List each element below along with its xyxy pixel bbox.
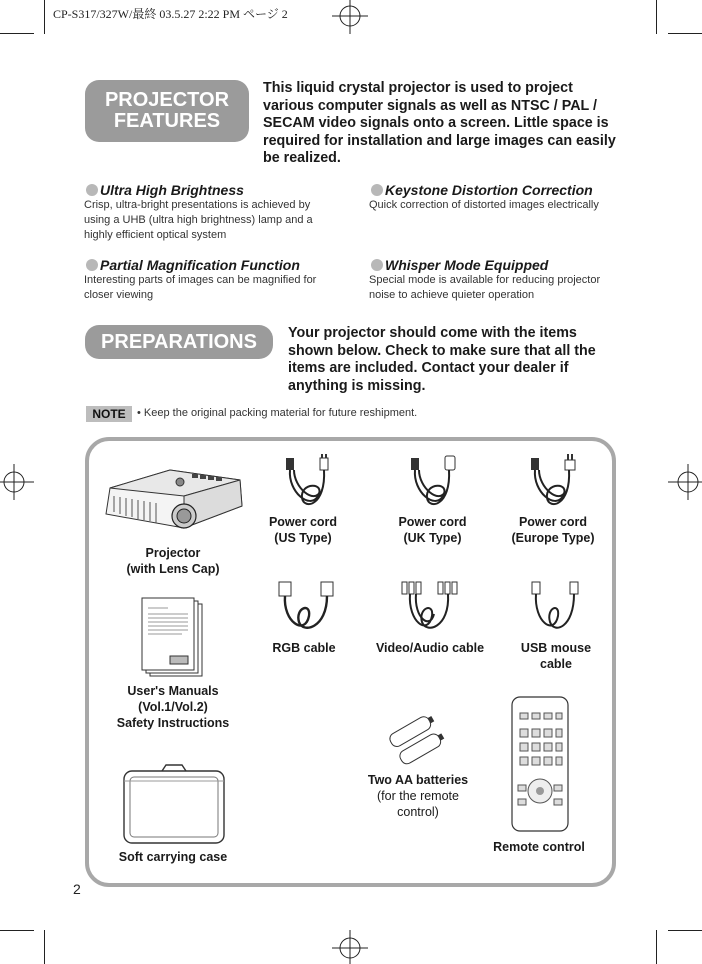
bullet-icon — [371, 259, 383, 271]
power-cord-us-icon — [280, 452, 340, 512]
label-line: Video/Audio cable — [375, 641, 485, 655]
label-power-cord-europe — [503, 514, 603, 546]
power-cord-uk-icon — [405, 452, 465, 512]
label-carrying-case — [103, 849, 243, 865]
label-line: (with Lens Cap) — [126, 562, 220, 576]
feature-title: Keystone Distortion Correction — [385, 182, 593, 198]
bullet-icon — [371, 184, 383, 196]
bullet-icon — [86, 259, 98, 271]
features-banner-line2: FEATURES — [113, 110, 221, 132]
projector-illustration — [100, 466, 248, 536]
registration-mark-top — [330, 0, 370, 34]
feature-desc: Special mode is available for reducing projector noise to achieve quieter operation — [369, 274, 601, 301]
label-manuals — [103, 683, 243, 731]
label-power-cord-us — [258, 514, 348, 546]
label-batteries — [355, 772, 481, 820]
label-line: (Vol.1/Vol.2) — [138, 700, 208, 714]
registration-mark-left — [0, 462, 34, 502]
label-remote-control — [484, 839, 594, 855]
usb-mouse-cable-icon — [528, 578, 584, 636]
bullet-icon — [86, 184, 98, 196]
label-line: (UK Type) — [403, 531, 462, 545]
label-line: Two AA batteries — [367, 773, 469, 787]
feature-whisper-mode — [371, 257, 611, 303]
registration-mark-right — [668, 462, 702, 502]
feature-desc: Interesting parts of images can be magnified for closer viewing — [84, 274, 317, 301]
label-line: (US Type) — [274, 531, 332, 545]
carrying-case-icon — [122, 765, 226, 845]
feature-desc: Quick correction of distorted images electrically — [369, 199, 599, 211]
label-line: Safety Instructions — [116, 716, 230, 730]
power-cord-europe-icon — [525, 452, 585, 512]
features-banner-line1: PROJECTOR — [104, 89, 230, 111]
print-header: CP-S317/327W/最終 03.5.27 2:22 PM ページ 2 — [53, 7, 288, 21]
feature-title: Ultra High Brightness — [100, 182, 244, 198]
preparations-intro: Your projector should come with the items shown below. Check to make sure that all the items are included. Contact your dealer if anything is missing. — [288, 325, 596, 394]
features-banner — [85, 80, 249, 142]
page-number: 2 — [73, 881, 81, 897]
manuals-icon — [142, 598, 204, 678]
label-line: USB mouse — [520, 641, 592, 655]
label-line: Power cord — [518, 515, 588, 529]
feature-partial-magnification — [86, 257, 326, 303]
label-line: RGB cable — [272, 641, 336, 655]
label-rgb-cable — [262, 640, 346, 656]
label-line: Power cord — [268, 515, 338, 529]
feature-title: Whisper Mode Equipped — [385, 257, 549, 273]
note-badge: NOTE — [86, 406, 132, 422]
features-intro: This liquid crystal projector is used to project various computer signals as well as NTSC / PAL / SECAM video signals onto a screen. Little space is required for installation and large images can easily be realized. — [263, 80, 616, 166]
rgb-cable-icon — [275, 578, 339, 636]
preparations-banner: PREPARATIONS — [85, 325, 273, 359]
feature-title: Partial Magnification Function — [100, 257, 300, 273]
label-projector — [103, 545, 243, 577]
label-line: Projector — [145, 546, 201, 560]
label-line: (for the remote — [377, 789, 459, 803]
label-power-cord-uk — [385, 514, 480, 546]
feature-keystone — [371, 182, 621, 213]
label-usb-mouse-cable — [508, 640, 604, 672]
video-audio-cable-icon — [398, 578, 462, 636]
label-line: Power cord — [398, 515, 467, 529]
label-line: Remote control — [493, 840, 585, 854]
label-line: cable — [540, 657, 572, 671]
label-line: User's Manuals — [127, 684, 219, 698]
label-line: Soft carrying case — [118, 850, 228, 864]
registration-mark-bottom — [330, 930, 370, 964]
feature-ultra-high-brightness — [86, 182, 326, 243]
remote-control-icon — [510, 695, 570, 835]
batteries-icon — [388, 712, 448, 770]
label-line: control) — [397, 805, 439, 819]
note-text: • Keep the original packing material for future reshipment. — [137, 407, 418, 419]
feature-desc: Crisp, ultra-bright presentations is achieved by using a UHB (ultra high brightness) lamp and a highly efficient optical system — [84, 199, 313, 241]
label-line: (Europe Type) — [511, 531, 595, 545]
label-video-audio-cable — [368, 640, 492, 656]
